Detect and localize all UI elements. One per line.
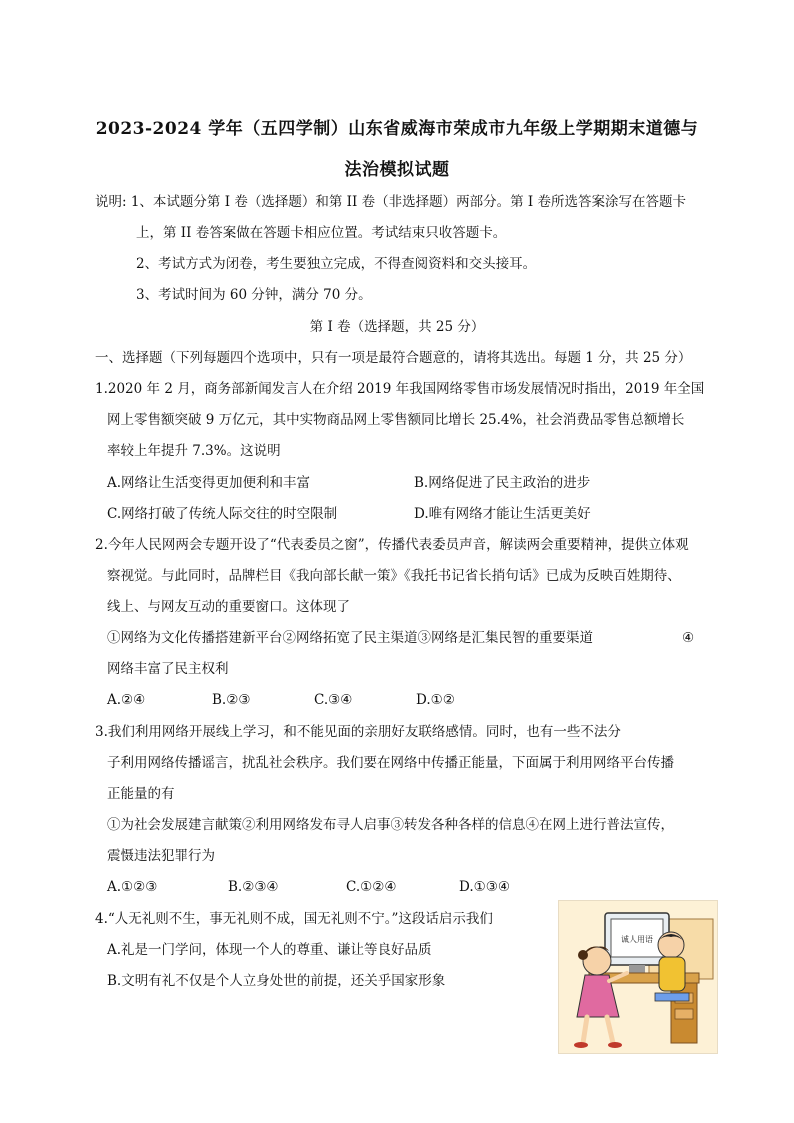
q2-statements-line-1: ①网络为文化传播搭建新平台②网络拓宽了民主渠道③网络是汇集民智的重要渠道	[107, 630, 593, 646]
q4-stem-line-1: 4.“人无礼则不生，事无礼则不成，国无礼则不宁。”这段话启示我们	[95, 911, 493, 927]
q1-stem-line-1: 1.2020 年 2 月，商务部新闻发言人在介绍 2019 年我国网络零售市场发展情况时指出，2019 年全国	[95, 381, 705, 397]
q4-illustration	[558, 900, 718, 1054]
q3-statements-line-2: 震慑违法犯罪行为	[107, 848, 215, 864]
cartoon-girl-and-boy-at-computer	[559, 901, 717, 1053]
q1-stem-line-3: 率较上年提升 7.3%。这说明	[107, 443, 281, 459]
exam-title-line-1: 2023-2024 学年（五四学制）山东省威海市荣成市九年级上学期期末道德与	[95, 119, 699, 139]
exam-title-line-2: 法治模拟试题	[344, 160, 450, 180]
q2-option-c: C.③④	[314, 692, 353, 708]
q3-option-b: B.②③④	[228, 879, 279, 895]
q2-statements-line-2: 网络丰富了民主权利	[107, 661, 229, 677]
instructions-line-2: 上，第 II 卷答案做在答题卡相应位置。考试结束只收答题卡。	[136, 225, 507, 241]
instructions-line-1: 说明: 1、本试题分第 I 卷（选择题）和第 II 卷（非选择题）两部分。第 I 卷所选答案涂写在答题卡	[95, 194, 687, 210]
q1-option-c: C.网络打破了传统人际交往的时空限制	[107, 506, 338, 522]
q2-statement-4-marker: ④	[682, 630, 695, 646]
q1-option-b: B.网络促进了民主政治的进步	[414, 475, 591, 491]
q1-option-a: A.网络让生活变得更加便利和丰富	[107, 475, 311, 491]
section-title: 第 I 卷（选择题，共 25 分）	[309, 319, 485, 335]
q3-stem-line-3: 正能量的有	[107, 786, 175, 802]
q1-stem-line-2: 网上零售额突破 9 万亿元，其中实物商品网上零售额同比增长 25.4%，社会消费品零售总额增长	[107, 412, 685, 428]
section-heading: 一、选择题（下列每题四个选项中，只有一项是最符合题意的，请将其选出。每题 1 分，共 25 分）	[95, 350, 692, 366]
instructions-line-3: 2、考试方式为闭卷，考生要独立完成，不得查阅资料和交头接耳。	[136, 256, 537, 272]
q4-option-a: A.礼是一门学问，体现一个人的尊重、谦让等良好品质	[107, 942, 432, 958]
q3-statements-line-1: ①为社会发展建言献策②利用网络发布寻人启事③转发各种各样的信息④在网上进行普法宣传，	[107, 817, 674, 833]
q3-option-c: C.①②④	[346, 879, 397, 895]
q3-stem-line-2: 子利用网络传播谣言，扰乱社会秩序。我们要在网络中传播正能量，下面属于利用网络平台传播	[107, 755, 674, 771]
screen-caption: 诚人用语	[621, 935, 653, 944]
q2-stem-line-3: 线上、与网友互动的重要窗口。这体现了	[107, 599, 350, 615]
q4-option-b: B.文明有礼不仅是个人立身处世的前提，还关乎国家形象	[107, 973, 446, 989]
q3-option-a: A.①②③	[107, 879, 158, 895]
q2-stem-line-2: 察视觉。与此同时，品牌栏目《我向部长献一策》《我托书记省长捎句话》已成为反映百姓期待、	[107, 568, 681, 584]
instructions-line-4: 3、考试时间为 60 分钟，满分 70 分。	[136, 287, 372, 303]
q2-stem-line-1: 2.今年人民网两会专题开设了“代表委员之窗”，传播代表委员声音，解读两会重要精神，提供立体观	[95, 537, 689, 553]
q2-option-a: A.②④	[107, 692, 146, 708]
q2-option-b: B.②③	[212, 692, 251, 708]
q1-option-d: D.唯有网络才能让生活更美好	[414, 506, 591, 522]
q3-option-d: D.①③④	[459, 879, 510, 895]
q2-option-d: D.①②	[416, 692, 455, 708]
q3-stem-line-1: 3.我们利用网络开展线上学习，和不能见面的亲朋好友联络感情。同时，也有一些不法分	[95, 724, 621, 740]
